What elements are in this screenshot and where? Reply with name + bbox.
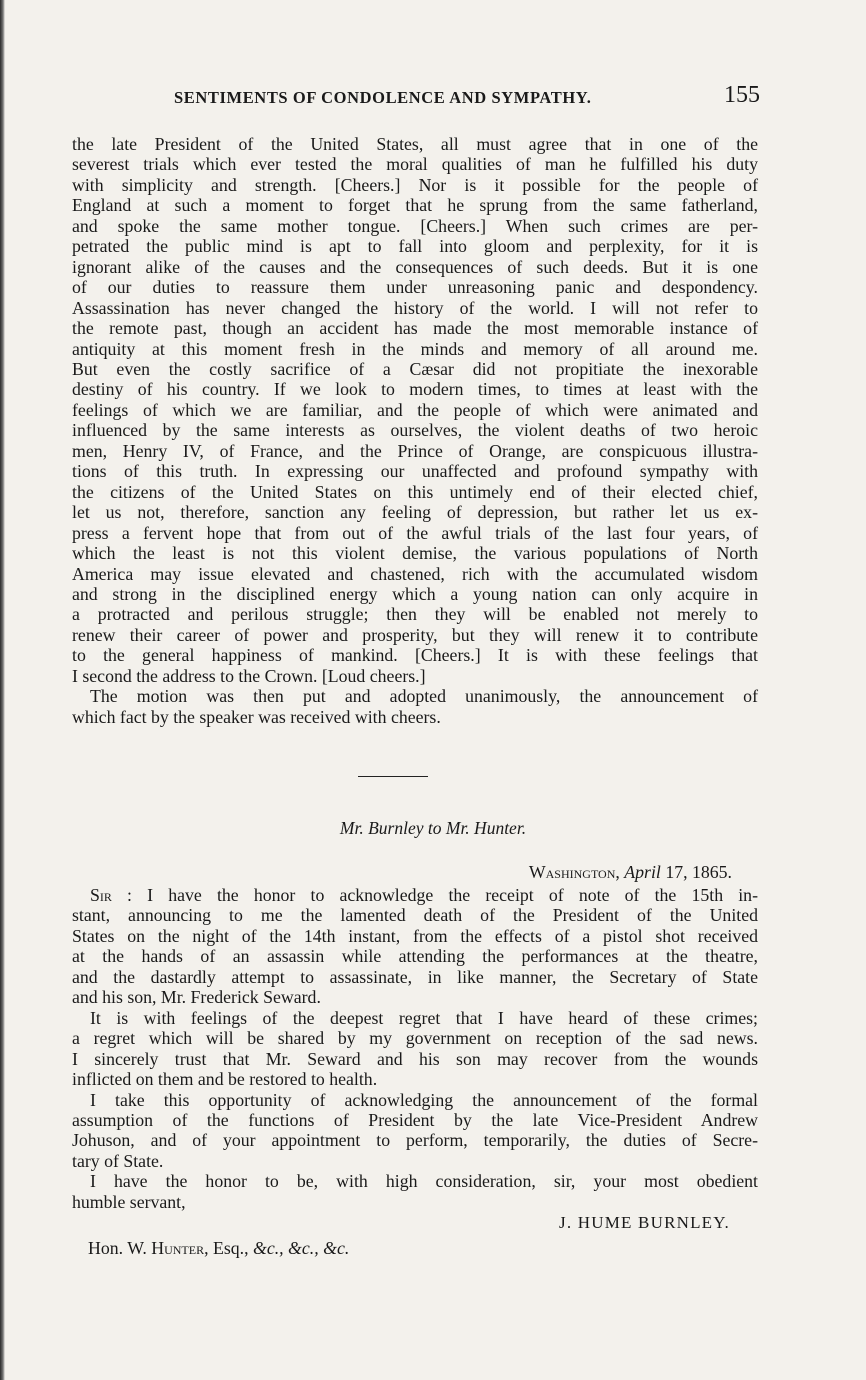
letter-line: I sincerely trust that Mr. Seward and his son may recover from the wounds: [72, 1048, 758, 1069]
page-binding-edge: [0, 0, 5, 1380]
letter-dateline: [529, 862, 732, 883]
text-line: renew their career of power and prosperity, but they will renew it to contribute: [72, 624, 758, 645]
letter-line: tary of State.: [72, 1150, 164, 1171]
text-line: which the least is not this violent demise, the various populations of North: [72, 543, 758, 564]
letter-line: I have the honor to be, with high consideration, sir, your most obedient: [90, 1171, 758, 1192]
letter-line: assumption of the functions of President by the late Vice-President Andrew: [72, 1109, 758, 1130]
text-line: the late President of the United States, all must agree that in one of the: [72, 134, 758, 154]
letter-line: I take this opportunity of acknowledging the announcement of the formal: [90, 1089, 758, 1110]
page-header: [74, 82, 760, 116]
letter-line: inflicted on them and be restored to health.: [72, 1069, 378, 1090]
letter-line: and the dastardly attempt to assassinate, in like manner, the Secretary of State: [72, 966, 758, 987]
letter-line: stant, announcing to me the lamented death of the President of the United: [72, 905, 758, 926]
text-line: tions of this truth. In expressing our unaffected and profound sympathy with: [72, 461, 758, 482]
dateline-month: April: [624, 862, 661, 882]
motion-line: which fact by the speaker was received with cheers.: [72, 706, 441, 727]
motion-line: The motion was then put and adopted unanimously, the announcement of: [90, 686, 758, 707]
text-line: England at such a moment to forget that he sprung from the same fatherland,: [72, 195, 758, 216]
letter-line: Sir : I have the honor to acknowledge the receipt of note of the 15th in-: [90, 885, 758, 905]
text-line: let us not, therefore, sanction any feeling of depression, but rather let us ex-: [72, 502, 758, 523]
letter-line: States on the night of the 14th instant, from the effects of a pistol shot received: [72, 925, 758, 946]
text-line: America may issue elevated and chastened, rich with the accumulated wisdom: [72, 563, 758, 584]
text-line: press a fervent hope that from out of the awful trials of the last four years, of: [72, 522, 758, 543]
text-line: the citizens of the United States on this untimely end of their elected chief,: [72, 481, 758, 502]
page-number: 155: [724, 82, 760, 108]
addressee-etc: &c., &c., &c.: [253, 1238, 350, 1258]
salutation: Sir :: [90, 885, 132, 905]
text-line: I second the address to the Crown. [Loud cheers.]: [72, 665, 426, 686]
text-line: and spoke the same mother tongue. [Cheers.] When such crimes are per-: [72, 215, 758, 236]
letter-line: humble servant,: [72, 1191, 186, 1212]
addressee-prefix: Hon. W.: [88, 1238, 147, 1258]
text-line: the remote past, though an accident has made the most memorable instance of: [72, 318, 758, 339]
text-line: influenced by the same interests as ourselves, the violent deaths of two heroic: [72, 420, 758, 441]
text-line: ignorant alike of the causes and the consequences of such deeds. But it is one: [72, 256, 758, 277]
text-line: of our duties to reassure them under unreasoning panic and despondency.: [72, 277, 758, 298]
text-line: to the general happiness of mankind. [Cheers.] It is with these feelings that: [72, 645, 758, 666]
addressee-name: Hunter: [151, 1238, 205, 1258]
signature: J. HUME BURNLEY.: [559, 1213, 730, 1232]
text-line: men, Henry IV, of France, and the Prince of Orange, are conspicuous illustra-: [72, 440, 758, 461]
dateline-place: Washington,: [528, 862, 620, 882]
addressee-title: , Esq.,: [204, 1238, 249, 1258]
speech-text: [72, 134, 758, 727]
dateline-date: 17, 1865.: [665, 862, 732, 882]
letter-line: Johuson, and of your appointment to perform, temporarily, the duties of Secre-: [72, 1130, 758, 1151]
letter-line: It is with feelings of the deepest regret that I have heard of these crimes;: [90, 1007, 758, 1028]
letter-title: Mr. Burnley to Mr. Hunter.: [339, 818, 527, 838]
running-head: SENTIMENTS OF CONDOLENCE AND SYMPATHY.: [174, 88, 592, 107]
text-line: Assassination has never changed the history of the world. I will not refer to: [72, 297, 758, 318]
letter-line: and his son, Mr. Frederick Seward.: [72, 987, 321, 1008]
text-line: petrated the public mind is apt to fall into gloom and perplexity, for it is: [72, 236, 758, 257]
letter-body: [72, 885, 758, 1212]
text-line: destiny of his country. If we look to modern times, to times at least with the: [72, 379, 758, 400]
text-line: with simplicity and strength. [Cheers.] Nor is it possible for the people of: [72, 174, 758, 195]
text-line: and strong in the disciplined energy which a young nation can only acquire in: [72, 583, 758, 604]
text-line: feelings of which we are familiar, and the people of which were animated and: [72, 399, 758, 420]
text-line: severest trials which ever tested the moral qualities of man he fulfilled his duty: [72, 154, 758, 175]
text-line: But even the costly sacrifice of a Cæsar did not propitiate the inexorable: [72, 358, 758, 379]
letter-line: a regret which will be shared by my government on reception of the sad news.: [72, 1028, 758, 1049]
addressee: [88, 1238, 349, 1259]
section-divider: [358, 776, 428, 777]
text-line: a protracted and perilous struggle; then they will be enabled not merely to: [72, 604, 758, 625]
text-line: antiquity at this moment fresh in the minds and memory of all around me.: [72, 338, 758, 359]
letter-line: at the hands of an assassin while attending the performances at the theatre,: [72, 946, 758, 967]
